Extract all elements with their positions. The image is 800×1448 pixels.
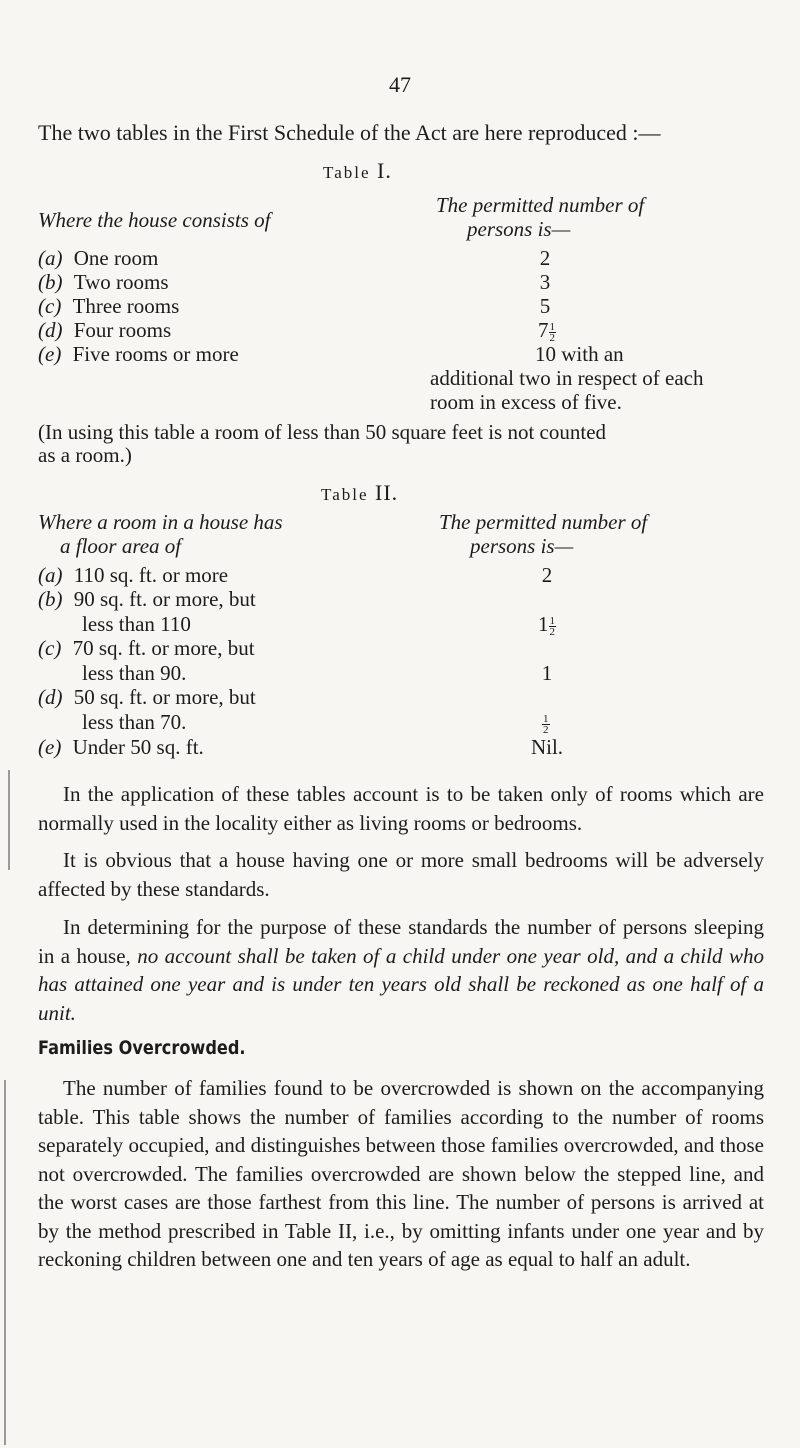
paragraph-determining	[38, 913, 764, 1027]
table2-caption	[321, 480, 398, 506]
table2-row-a	[38, 563, 228, 588]
intro-text: The two tables in the First Schedule of the Act are here reproduced :—	[38, 120, 661, 145]
row-text: Two rooms	[73, 270, 169, 294]
table2-row-b-value	[538, 612, 556, 637]
table1-caption-num: I.	[377, 158, 392, 183]
frac-den: 2	[549, 331, 555, 344]
table1-row-c	[38, 294, 179, 319]
table1-row-a-value: 2	[539, 246, 551, 270]
row-text: Four rooms	[73, 318, 172, 342]
section-heading: Families Overcrowded.	[38, 1037, 246, 1059]
table1-col-right-line2: persons is—	[467, 217, 571, 241]
frac-num: 1	[549, 614, 555, 627]
row-text: Five rooms or more	[72, 342, 239, 366]
paragraph-families-overcrowded: The number of families found to be overcrowded is shown on the accompanying table. This table shows the number of families according to the number of rooms separately occupied, and distinguishes between those families overcrowded, and those not overcrowded. The families overcrowded are shown below the stepped line, and the worst cases are those farthest from this line. The number of persons is arrived at by the method prescribed in Table II, i.e., by omitting infants under one year and by reckoning children between one and ten years of age as equal to half an adult.	[38, 1076, 764, 1271]
determining-italic: no account shall be taken of a child under one year old, and a child who has attained one year and is under ten years old shall be reckoned as one half of a unit.	[38, 943, 764, 1025]
row-label: (c)	[38, 294, 62, 318]
table1-row-b	[38, 270, 169, 295]
table1-col-right-line1: The permitted number of	[436, 193, 645, 217]
value-whole: 7	[538, 318, 549, 342]
table2-col-right-line2: persons is—	[470, 534, 574, 558]
row-label: (c)	[38, 636, 62, 660]
table2-row-c-line2: less than 90.	[82, 661, 187, 685]
table1-caption	[323, 158, 392, 184]
half-fraction	[549, 322, 557, 343]
row-text: 50 sq. ft. or more, but	[73, 685, 256, 709]
half-fraction	[549, 616, 557, 637]
row-text: 90 sq. ft. or more, but	[73, 587, 256, 611]
table2-col-left-line2: a floor area of	[60, 534, 182, 558]
table2-row-e-value: Nil.	[530, 735, 564, 759]
frac-den: 2	[543, 723, 549, 736]
row-label: (b)	[38, 270, 63, 294]
frac-den: 2	[549, 625, 555, 638]
table1-row-e-value: 10 with an	[535, 342, 624, 366]
table1-col-left: Where the house consists of	[38, 208, 271, 232]
table2-row-b-line2: less than 110	[82, 612, 191, 636]
table1-note-line1: (In using this table a room of less than 50 square feet is not counted	[38, 420, 607, 444]
row-text: Three rooms	[72, 294, 180, 318]
frac-num: 1	[549, 320, 555, 333]
table2-caption-word: Table	[321, 485, 369, 504]
row-text: 70 sq. ft. or more, but	[72, 636, 255, 660]
table2-col-left-line1: Where a room in a house has	[38, 510, 283, 534]
table1-extra-line1: additional two in respect of each	[430, 366, 704, 390]
scan-margin-line	[4, 1080, 6, 1445]
table2-row-d-line2: less than 70.	[82, 710, 187, 734]
table2-row-a-value: 2	[541, 563, 553, 587]
table2-col-right-line1: The permitted number of	[439, 510, 648, 534]
row-label: (b)	[38, 587, 63, 611]
table1-row-b-value: 3	[539, 270, 551, 294]
scan-margin-line	[8, 770, 10, 870]
row-label: (a)	[38, 563, 63, 587]
row-text: One room	[73, 246, 159, 270]
paragraph-bedrooms: It is obvious that a house having one or more small bedrooms will be adversely affected by these standards.	[38, 848, 764, 901]
row-label: (d)	[38, 318, 63, 342]
table1-caption-word: Table	[323, 163, 371, 182]
table2-row-e	[38, 735, 204, 760]
table1-row-a	[38, 246, 158, 271]
table1-row-d	[38, 318, 171, 343]
table1-row-e	[38, 342, 239, 367]
table1-row-c-value: 5	[539, 294, 551, 318]
row-text: 110 sq. ft. or more	[73, 563, 229, 587]
page-number: 47	[389, 72, 411, 97]
table2-caption-num: II.	[375, 480, 399, 505]
table2-row-c-value: 1	[541, 661, 553, 685]
table1-extra-line2: room in excess of five.	[430, 390, 622, 414]
table2-row-d-value	[542, 710, 550, 735]
paragraph-application: In the application of these tables account is to be taken only of rooms which are normally used in the locality either as living rooms or bedrooms.	[38, 782, 764, 835]
row-label: (a)	[38, 246, 63, 270]
half-fraction	[542, 714, 550, 735]
row-text: Under 50 sq. ft.	[72, 735, 204, 759]
row-label: (e)	[38, 342, 62, 366]
frac-num: 1	[543, 712, 549, 725]
table2-row-b	[38, 587, 256, 612]
table2-row-c	[38, 636, 255, 661]
table2-row-d	[38, 685, 256, 710]
row-label: (e)	[38, 735, 62, 759]
value-whole: 1	[538, 612, 549, 636]
determining-plain: In determining for the purpose of these standards the number of persons sleeping in a house,	[38, 915, 764, 968]
table1-row-d-value	[538, 318, 556, 343]
row-label: (d)	[38, 685, 63, 709]
table1-note-line2: as a room.)	[38, 443, 132, 467]
